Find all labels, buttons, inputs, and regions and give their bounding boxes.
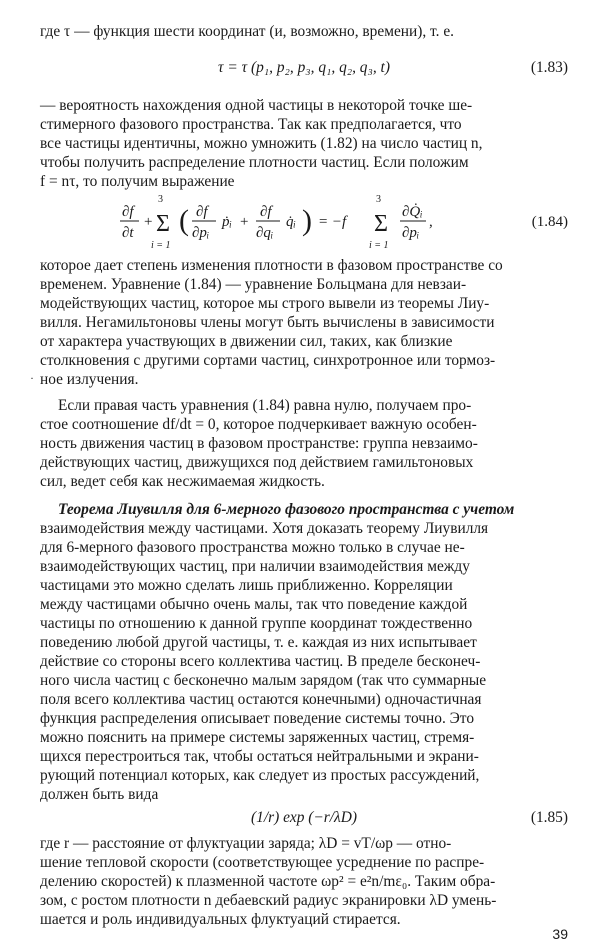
equation-1-84-number: (1.84) — [531, 214, 568, 230]
p4-heading-line-1: Теорема Лиувилля для 6-мерного фазового пространства с учетом — [58, 501, 515, 518]
eq184-comma: , — [429, 214, 433, 230]
p5-line-1: где r — расстояние от флуктуации заряда; λD = vT/ωp — отно- — [40, 835, 452, 852]
p5-line-5: шается и роль индивидуальных флуктуаций стирается. — [40, 911, 401, 928]
eq184-df-p: ∂f — [196, 204, 208, 220]
svg-text:(: ( — [179, 204, 189, 237]
p4-line-15: рующий потенциал которых, как следует из простых рассуждений, — [40, 767, 480, 784]
p5-line-4: зом, с ростом плотности n дебаевский радиус экранировки λD умень- — [40, 892, 497, 909]
eq184-sum2-bottom: i = 1 — [369, 240, 389, 251]
p2-line-6: столкновения с другими сортами частиц, синхротронное или тормоз- — [40, 352, 496, 369]
eq184-plus: + — [144, 214, 153, 230]
p3-line-1: Если правая часть уравнения (1.84) равна нулю, получаем про- — [58, 397, 472, 414]
p4-line-6: между частицами обычно очень малы, так что поведение каждой — [40, 596, 468, 613]
eq184-sum1-top: 3 — [158, 194, 163, 205]
p4-line-13: можно пояснить на примере системы заряженных частиц, стремя- — [40, 729, 475, 746]
equation-1-83-number: (1.83) — [530, 59, 568, 76]
equation-1-85-number: (1.85) — [530, 809, 568, 826]
margin-dot: · — [30, 371, 34, 385]
equation-1-84 — [40, 188, 568, 260]
svg-text:): ) — [302, 204, 312, 237]
p1-line-4: чтобы получить распределение плотности частиц. Если положим — [40, 154, 469, 171]
p2-line-4: вилля. Негамильтоновы члены могут быть вычислены в зависимости — [40, 314, 495, 331]
intro-line: где τ — функция шести координат (и, возможно, времени), т. е. — [40, 23, 455, 40]
eq184-df-q: ∂f — [260, 204, 272, 220]
eq184-eq-minus-f: = −f — [318, 214, 347, 230]
eq184-df: ∂f — [122, 204, 134, 220]
eq184-sum2: Σ — [374, 211, 388, 237]
equation-1-83-body: τ = τ (p₁, p₂, p₃, q₁, q₂, q₃, t) — [218, 59, 390, 76]
p2-line-3: модействующих частиц, которое мы строго вывели из теоремы Лиу- — [40, 295, 490, 312]
equation-1-83 — [40, 56, 568, 80]
p1-line-5: f = nτ, то получим выражение — [40, 173, 235, 190]
p4-line-7: частицы по отношению к данной группе координат тождественно — [40, 615, 473, 632]
p4-line-16: должен быть вида — [40, 786, 159, 803]
p3-line-5: сил, ведет себя как несжимаемая жидкость. — [40, 473, 325, 490]
equation-1-84-formula — [40, 188, 568, 260]
eq184-dqi: ∂qᵢ — [256, 225, 274, 241]
p4-line-14: щихся перестроиться так, чтобы остаться нейтральными и экрани- — [40, 748, 479, 765]
eq184-plus-2: + — [240, 214, 249, 230]
p4-line-5: частицами это можно сделать лишь приближенно. Корреляции — [40, 577, 453, 594]
p3-line-4: действующих частиц, движущихся под действием гамильтоновых — [40, 454, 474, 471]
p4-line-12: функция распределения описывает поведение системы точно. Это — [40, 710, 475, 727]
p4-line-8: поведению любой другой частицы, т. е. каждая из них испытывает — [40, 634, 477, 651]
eq184-sum2-top: 3 — [376, 194, 381, 205]
p2-line-5: от характера участвующих в движении сил, таких, как близкие — [40, 333, 453, 350]
eq184-dpi-2: ∂pᵢ — [402, 225, 420, 241]
p4-line-4: взаимодействующих частиц, при наличии взаимодействия между — [40, 558, 470, 575]
p3-line-2: стое соотношение df/dt = 0, которое подчеркивает важную особен- — [40, 416, 477, 433]
equation-1-85 — [40, 806, 568, 830]
eq184-dt: ∂t — [122, 225, 134, 241]
eq184-sum1-bottom: i = 1 — [151, 240, 171, 251]
eq184-pdot: ṗᵢ — [222, 214, 232, 230]
equation-1-85-body: (1/r) exp (−r/λD) — [251, 809, 357, 826]
p2-line-2: временем. Уравнение (1.84) — уравнение Больцмана для невзаи- — [40, 276, 467, 293]
p5-line-2: шение тепловой скорости (соответствующее усреднение по распре- — [40, 854, 485, 871]
p4-line-11: поля всего коллектива частиц остаются конечными) одночастичная — [40, 691, 482, 708]
eq184-qdot: q̇ᵢ — [286, 214, 296, 230]
p3-line-3: ность движения частиц в фазовом пространстве: группа невзаимо- — [40, 435, 478, 452]
eq184-sum1: Σ — [156, 211, 170, 237]
eq184-dpi: ∂pᵢ — [192, 225, 210, 241]
p1-line-2: стимерного фазового пространства. Так как предполагается, что — [40, 116, 462, 133]
p2-line-7: ное излучения. — [40, 371, 139, 388]
p4-line-10: ного числа частиц с бесконечно малым зарядом (так что суммарные — [40, 672, 487, 689]
p2-line-1: которое дает степень изменения плотности в фазовом пространстве со — [40, 257, 503, 274]
p4-line-3: для 6-мерного фазового пространства можно только в случае не- — [40, 539, 465, 556]
p1-line-3: все частицы идентичны, можно умножить (1.82) на число частиц n, — [40, 135, 483, 152]
eq184-dQi: ∂Q̇ᵢ — [402, 204, 423, 220]
p4-line-2: взаимодействия между частицами. Хотя доказать теорему Лиувилля — [40, 520, 489, 537]
p4-line-9: действие со стороны всего коллектива частиц. В пределе бесконеч- — [40, 653, 481, 670]
page-number: 39 — [552, 926, 568, 942]
p5-line-3: делению скоростей) к плазменной частоте ωp² = e²n/mε₀. Таким обра- — [40, 873, 496, 890]
p1-line-1: — вероятность нахождения одной частицы в некоторой точке ше- — [40, 97, 473, 114]
